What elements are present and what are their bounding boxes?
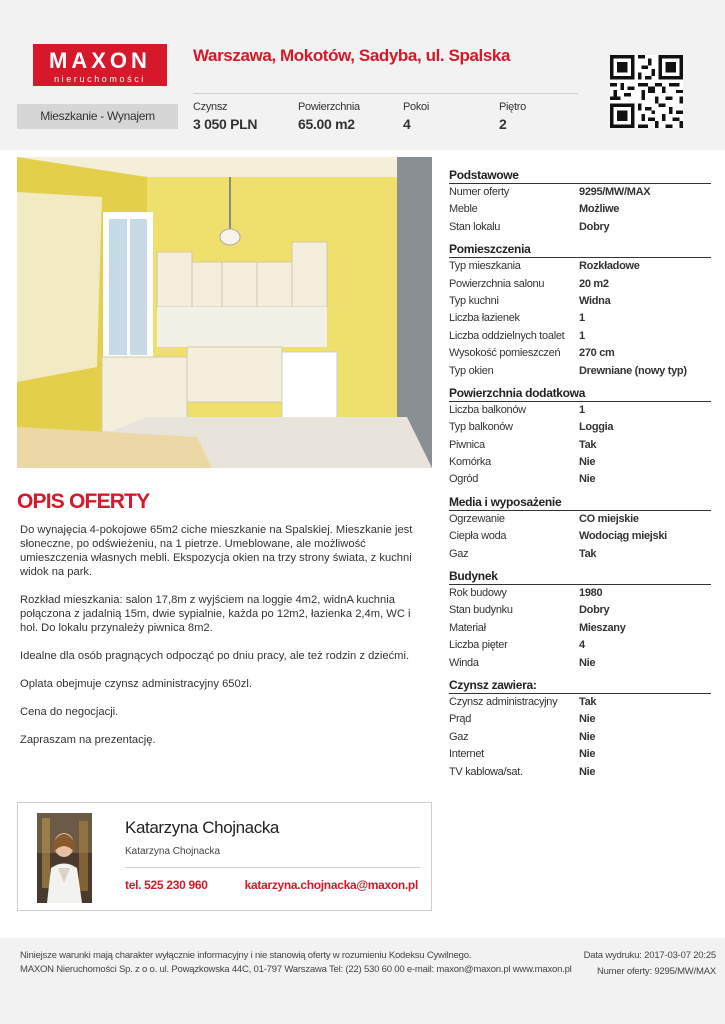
specs-row: [449, 184, 711, 201]
specs-section: [449, 569, 711, 672]
specs-row: [449, 729, 711, 746]
description-title: OPIS OFERTY: [17, 490, 150, 513]
specs-row: [449, 471, 711, 488]
specs-value: Tak: [579, 547, 597, 560]
specs-key: Piwnica: [449, 438, 485, 451]
specs-key: Ogrzewanie: [449, 512, 505, 525]
footer-company: MAXON Nieruchomości Sp. z o o. ul. Powązkowska 44C, 01-797 Warszawa Tel: (22) 530 60 00 e-mail: maxon@maxon.pl www.maxon.pl: [20, 964, 572, 975]
stat-label: Piętro: [499, 101, 526, 113]
specs-row: [449, 746, 711, 763]
description-paragraph: Cena do negocjacji.: [20, 706, 119, 718]
specs-key: Typ kuchni: [449, 294, 499, 307]
specs-value: Nie: [579, 473, 596, 486]
stat-label: Czynsz: [193, 101, 228, 113]
specs-key: Rok budowy: [449, 587, 507, 600]
agent-avatar: [37, 813, 92, 903]
specs-value: Nie: [579, 456, 596, 469]
specs-row: [449, 694, 711, 711]
specs-key: TV kablowa/sat.: [449, 765, 523, 778]
specs-key: Liczba balkonów: [449, 403, 526, 416]
footer-disclaimer: Niniejsze warunki mają charakter wyłącznie informacyjny i nie stanowią oferty w rozumieniu Kodeksu Cywilnego.: [20, 950, 472, 961]
agent-phone-link[interactable]: tel. 525 230 960: [125, 878, 208, 892]
specs-value: Możliwe: [579, 203, 620, 216]
specs-key: Winda: [449, 656, 479, 669]
specs-row: [449, 437, 711, 454]
specs-row: [449, 363, 711, 380]
stat-value: 2: [499, 116, 507, 132]
specs-value: Nie: [579, 765, 596, 778]
specs-value: 1: [579, 312, 585, 325]
specs-value: Tak: [579, 438, 597, 451]
specs-value: 1980: [579, 587, 603, 600]
stat-floor: [499, 101, 526, 132]
specs-section-title: Podstawowe: [449, 168, 711, 184]
specs-key: Gaz: [449, 730, 469, 743]
specs-section: [449, 242, 711, 380]
stat-label: Powierzchnia: [298, 101, 360, 113]
specs-row: [449, 345, 711, 362]
specs-key: Materiał: [449, 621, 486, 634]
specs-section: [449, 386, 711, 489]
specs-value: Rozkładowe: [579, 260, 640, 273]
agent-subtitle: Katarzyna Chojnacka: [125, 846, 221, 857]
stat-value: 4: [403, 116, 411, 132]
specs-key: Meble: [449, 203, 478, 216]
specs-row: [449, 585, 711, 602]
specs-row: [449, 602, 711, 619]
header: [0, 0, 725, 150]
specs-section: [449, 495, 711, 563]
specs-row: [449, 655, 711, 672]
specs-row: [449, 258, 711, 275]
specs-value: Loggia: [579, 421, 614, 434]
specs-row: [449, 219, 711, 236]
specs-key: Liczba oddzielnych toalet: [449, 329, 565, 342]
property-photo[interactable]: [17, 157, 432, 468]
specs-key: Gaz: [449, 547, 469, 560]
specs-key: Stan budynku: [449, 604, 513, 617]
specs-row: [449, 310, 711, 327]
specs-section-title: Budynek: [449, 569, 711, 585]
stat-rent: [193, 101, 257, 132]
specs-value: Nie: [579, 748, 596, 761]
specs-key: Liczba łazienek: [449, 312, 520, 325]
specs-key: Wysokość pomieszczeń: [449, 347, 561, 360]
specs-key: Numer oferty: [449, 186, 509, 198]
specs-value: 20 m2: [579, 277, 609, 290]
specs-table: [449, 168, 711, 787]
specs-value: Tak: [579, 695, 597, 708]
specs-section: [449, 678, 711, 781]
specs-value: Nie: [579, 713, 596, 726]
specs-value: Wodociąg miejski: [579, 530, 667, 543]
specs-section-title: Czynsz zawiera:: [449, 678, 711, 694]
specs-section-title: Powierzchnia dodatkowa: [449, 386, 711, 402]
description-paragraph: Do wynajęcia 4-pokojowe 65m2 ciche mieszkanie na Spalskiej. Mieszkanie jest słoneczne, po odświeżeniu, na 1 pietrze. Umeblowane, ale możliwość umieszczenia własnych mebli. Ekspozycja okien na trzy strony świata, z kuchni widok na park.: [20, 524, 413, 578]
qr-code-icon[interactable]: [610, 55, 683, 128]
specs-value: Dobry: [579, 604, 610, 617]
logo-sub-text: nieruchomości: [54, 74, 146, 84]
specs-key: Typ balkonów: [449, 421, 513, 434]
footer-print-date: Data wydruku: 2017-03-07 20:25: [583, 950, 716, 961]
specs-key: Powierzchnia salonu: [449, 277, 545, 290]
specs-value: 270 cm: [579, 347, 615, 360]
description-paragraph: Rozkład mieszkania: salon 17,8m z wyjściem na loggie 4m2, widnA kuchnia połączona z jadalnią 15m, dwie sypialnie, każda po 12m2, łazienka 2,4m, WC i hol. Do lokalu przynależy piwnica 8m2.: [20, 594, 411, 634]
description-paragraph: Zapraszam na prezentację.: [20, 734, 156, 746]
offer-type-badge: Mieszkanie - Wynajem: [17, 104, 178, 129]
specs-value: 1: [579, 403, 585, 416]
specs-value: 4: [579, 639, 585, 652]
specs-key: Komórka: [449, 456, 491, 469]
stat-value: 3 050 PLN: [193, 116, 258, 132]
specs-value: 9295/MW/MAX: [579, 186, 651, 198]
specs-key: Ogród: [449, 473, 479, 486]
footer-offer-number: Numer oferty: 9295/MW/MAX: [596, 966, 716, 977]
stat-area: [298, 101, 360, 132]
footer: [0, 938, 725, 1024]
agent-divider: [125, 867, 420, 868]
agent-name: Katarzyna Chojnacka: [125, 818, 279, 837]
specs-key: Prąd: [449, 713, 472, 726]
header-divider: [193, 93, 578, 94]
specs-value: Mieszany: [579, 621, 626, 634]
specs-row: [449, 546, 711, 563]
specs-value: Nie: [579, 730, 596, 743]
specs-row: [449, 511, 711, 528]
specs-key: Czynsz administracyjny: [449, 695, 558, 708]
specs-row: [449, 419, 711, 436]
specs-value: Drewniane (nowy typ): [579, 364, 687, 377]
description-paragraph: Oplata obejmuje czynsz administracyjny 650zl.: [20, 678, 252, 690]
specs-key: Liczba pięter: [449, 639, 508, 652]
specs-row: [449, 293, 711, 310]
specs-row: [449, 528, 711, 545]
specs-row: [449, 637, 711, 654]
specs-row: [449, 201, 711, 218]
logo-main-text: MAXON: [49, 48, 151, 73]
specs-row: [449, 276, 711, 293]
specs-value: CO miejskie: [579, 512, 639, 525]
specs-key: Typ okien: [449, 364, 494, 377]
stat-rooms: [403, 101, 429, 132]
specs-key: Ciepła woda: [449, 530, 507, 543]
specs-row: [449, 620, 711, 637]
specs-value: Widna: [579, 294, 611, 307]
specs-key: Typ mieszkania: [449, 260, 521, 273]
maxon-logo[interactable]: [33, 44, 167, 86]
specs-value: 1: [579, 329, 585, 342]
specs-value: Dobry: [579, 220, 610, 233]
specs-value: Nie: [579, 656, 596, 669]
specs-row: [449, 711, 711, 728]
specs-section-title: Pomieszczenia: [449, 242, 711, 258]
agent-email-link[interactable]: katarzyna.chojnacka@maxon.pl: [244, 878, 418, 892]
description-text: [20, 523, 425, 761]
specs-row: [449, 402, 711, 419]
description-paragraph: Idealne dla osób pragnących odpocząć po dniu pracy, ale też rodzin z dziećmi.: [20, 650, 410, 662]
stat-value: 65.00 m2: [298, 116, 355, 132]
specs-section: [449, 168, 711, 236]
specs-key: Stan lokalu: [449, 220, 501, 233]
stat-label: Pokoi: [403, 101, 430, 113]
specs-key: Internet: [449, 748, 484, 761]
specs-row: [449, 764, 711, 781]
specs-row: [449, 328, 711, 345]
specs-row: [449, 454, 711, 471]
property-address: Warszawa, Mokotów, Sadyba, ul. Spalska: [193, 46, 511, 65]
specs-section-title: Media i wyposażenie: [449, 495, 711, 511]
agent-card: [17, 802, 432, 911]
